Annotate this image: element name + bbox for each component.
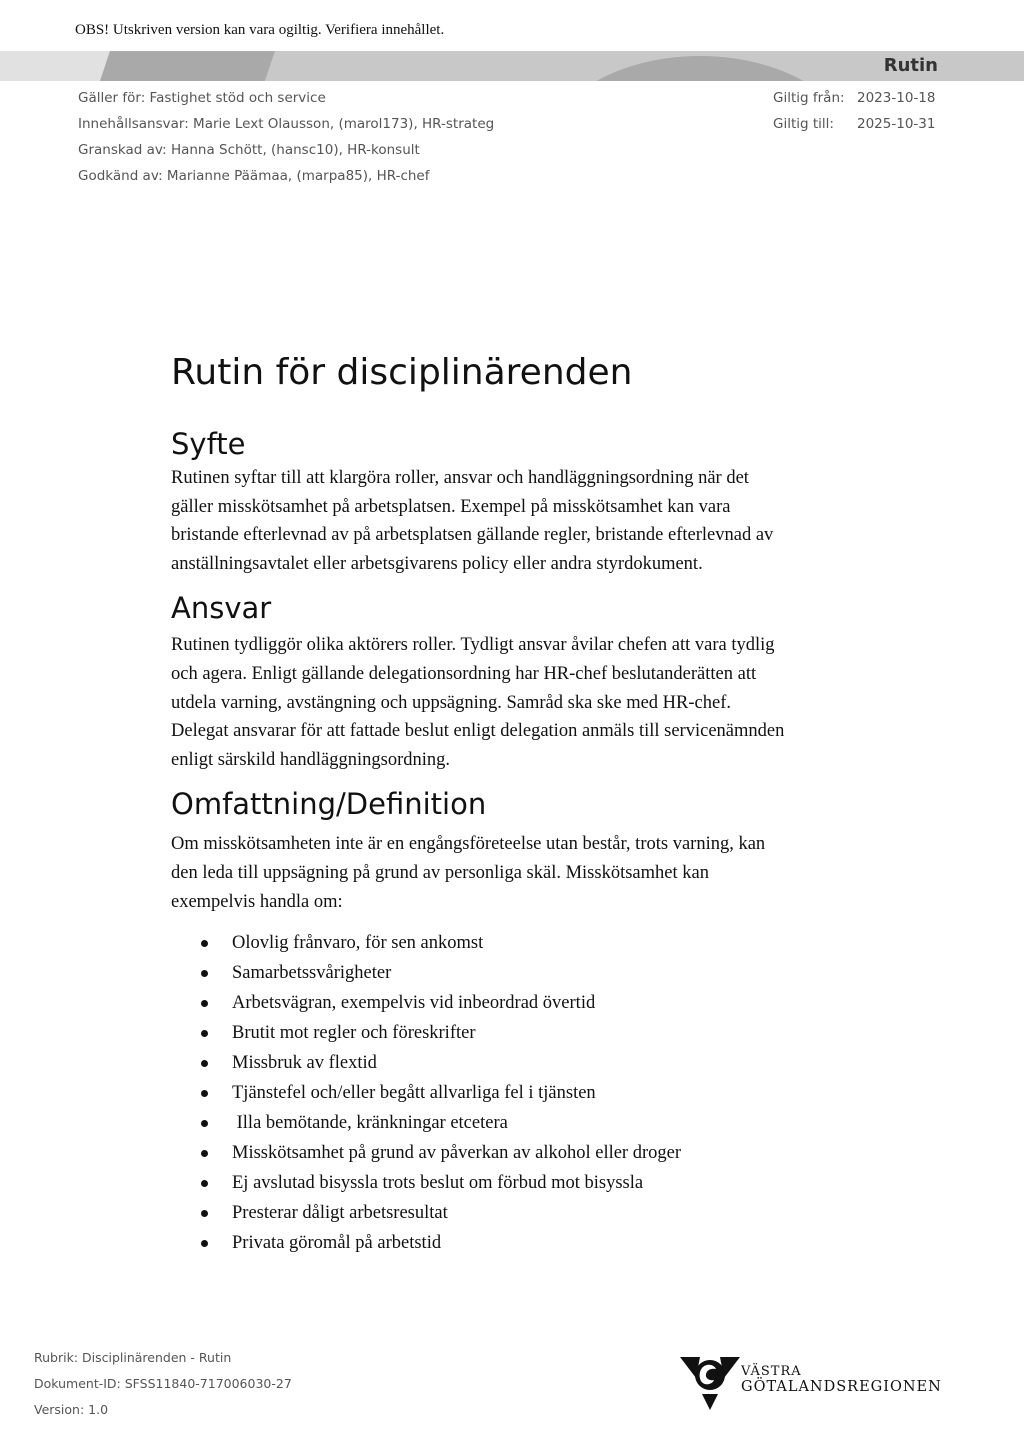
misconduct-examples-list xyxy=(171,928,791,1258)
vgr-logo-icon xyxy=(680,1356,740,1412)
valid-to-label: Giltig till: xyxy=(773,116,834,132)
logo-text-line1: VÄSTRA xyxy=(741,1364,802,1379)
list-item-text: Samarbetssvårigheter xyxy=(232,963,392,984)
valid-to-date: 2025-10-31 xyxy=(857,116,936,132)
list-item-text: Brutit mot regler och föreskrifter xyxy=(232,1023,476,1044)
footer-document-id: Dokument-ID: SFSS11840-717006030-27 xyxy=(34,1376,292,1391)
list-item xyxy=(200,988,791,1018)
valid-from-label: Giltig från: xyxy=(773,90,845,106)
list-item-text: Arbetsvägran, exempelvis vid inbeordrad övertid xyxy=(232,993,596,1014)
document-title: Rutin för disciplinärenden xyxy=(171,352,633,393)
section-paragraph: Om misskötsamheten inte är en engångsföreteelse utan består, trots varning, kan den leda till uppsägning på grund av personliga skäl. Misskötsamhet kan exempelvis handla om: xyxy=(171,834,766,912)
bullet-icon xyxy=(201,1120,208,1127)
bullet-icon xyxy=(201,1180,208,1187)
list-item xyxy=(200,958,791,988)
bullet-icon xyxy=(201,1030,208,1037)
valid-from-row xyxy=(773,88,935,114)
list-item-text: Presterar dåligt arbetsresultat xyxy=(232,1203,448,1224)
section-heading: Ansvar xyxy=(171,591,272,626)
document-metadata xyxy=(78,88,494,192)
print-notice: OBS! Utskriven version kan vara ogiltig. Verifiera innehållet. xyxy=(75,22,445,38)
document-type-label: Rutin xyxy=(883,55,938,76)
document-body xyxy=(171,348,791,1258)
valid-to-row xyxy=(773,114,935,140)
approved-by: Godkänd av: Marianne Päämaa, (marpa85), HR-chef xyxy=(78,168,430,184)
bullet-icon xyxy=(201,1000,208,1007)
list-item-text: Tjänstefel och/eller begått allvarliga fel i tjänsten xyxy=(232,1083,596,1104)
banner-decoration xyxy=(0,51,1024,81)
bullet-icon xyxy=(201,1210,208,1217)
list-item-text: Missbruk av flextid xyxy=(232,1053,377,1074)
section-heading: Omfattning/Definition xyxy=(171,787,487,822)
bullet-icon xyxy=(201,940,208,947)
list-item-text: Privata göromål på arbetstid xyxy=(232,1233,442,1254)
content-owner: Innehållsansvar: Marie Lext Olausson, (marol173), HR-strateg xyxy=(78,116,495,132)
valid-from-date: 2023-10-18 xyxy=(857,90,936,106)
bullet-icon xyxy=(201,970,208,977)
list-item-text: Illa bemötande, kränkningar etcetera xyxy=(232,1113,508,1134)
bullet-icon xyxy=(201,1060,208,1067)
list-item xyxy=(200,1168,791,1198)
validity-dates xyxy=(773,88,935,140)
section-scope-definition xyxy=(171,784,791,1258)
list-item-text: Misskötsamhet på grund av påverkan av alkohol eller droger xyxy=(232,1143,682,1164)
section-paragraph: Rutinen syftar till att klargöra roller, ansvar och handläggningsordning när det gäller misskötsamhet på arbetsplatsen. Exempel på misskötsamhet kan vara bristande efterlevnad av på arbetsplatsen gällande regler, bristande efterlevnad av anställningsavtalet eller arbetsgivarens policy eller andra styrdokument. xyxy=(171,468,774,574)
reviewed-by: Granskad av: Hanna Schött, (hansc10), HR-konsult xyxy=(78,142,420,158)
footer-version: Version: 1.0 xyxy=(34,1402,109,1417)
list-item-text: Olovlig frånvaro, för sen ankomst xyxy=(232,933,484,954)
document-type-banner xyxy=(0,51,1024,81)
list-item xyxy=(200,1048,791,1078)
list-item xyxy=(200,928,791,958)
section-responsibility xyxy=(171,588,791,774)
organization-logo xyxy=(680,1356,950,1412)
footer-heading: Rubrik: Disciplinärenden - Rutin xyxy=(34,1350,232,1365)
bullet-icon xyxy=(201,1090,208,1097)
document-footer xyxy=(34,1348,292,1426)
list-item xyxy=(200,1018,791,1048)
section-paragraph: Rutinen tydliggör olika aktörers roller. Tydligt ansvar åvilar chefen att vara tydlig och agera. Enligt gällande delegationsordning har HR-chef beslutanderätten att utdela varning, avstängning och uppsägning. Samråd ska ske med HR-chef. Delegat ansvarar för att fattade beslut enligt delegation anmäls till servicenämnden enligt särskild handläggningsordning. xyxy=(171,635,785,770)
bullet-icon xyxy=(201,1150,208,1157)
list-item xyxy=(200,1228,791,1258)
logo-text-line2: GÖTALANDSREGIONEN xyxy=(741,1379,942,1395)
bullet-icon xyxy=(201,1240,208,1247)
list-item xyxy=(200,1078,791,1108)
applies-to: Gäller för: Fastighet stöd och service xyxy=(78,90,326,106)
section-purpose xyxy=(171,424,791,578)
section-heading: Syfte xyxy=(171,427,246,461)
list-item xyxy=(200,1108,791,1138)
list-item xyxy=(200,1138,791,1168)
list-item-text: Ej avslutad bisyssla trots beslut om förbud mot bisyssla xyxy=(232,1173,644,1194)
list-item xyxy=(200,1198,791,1228)
